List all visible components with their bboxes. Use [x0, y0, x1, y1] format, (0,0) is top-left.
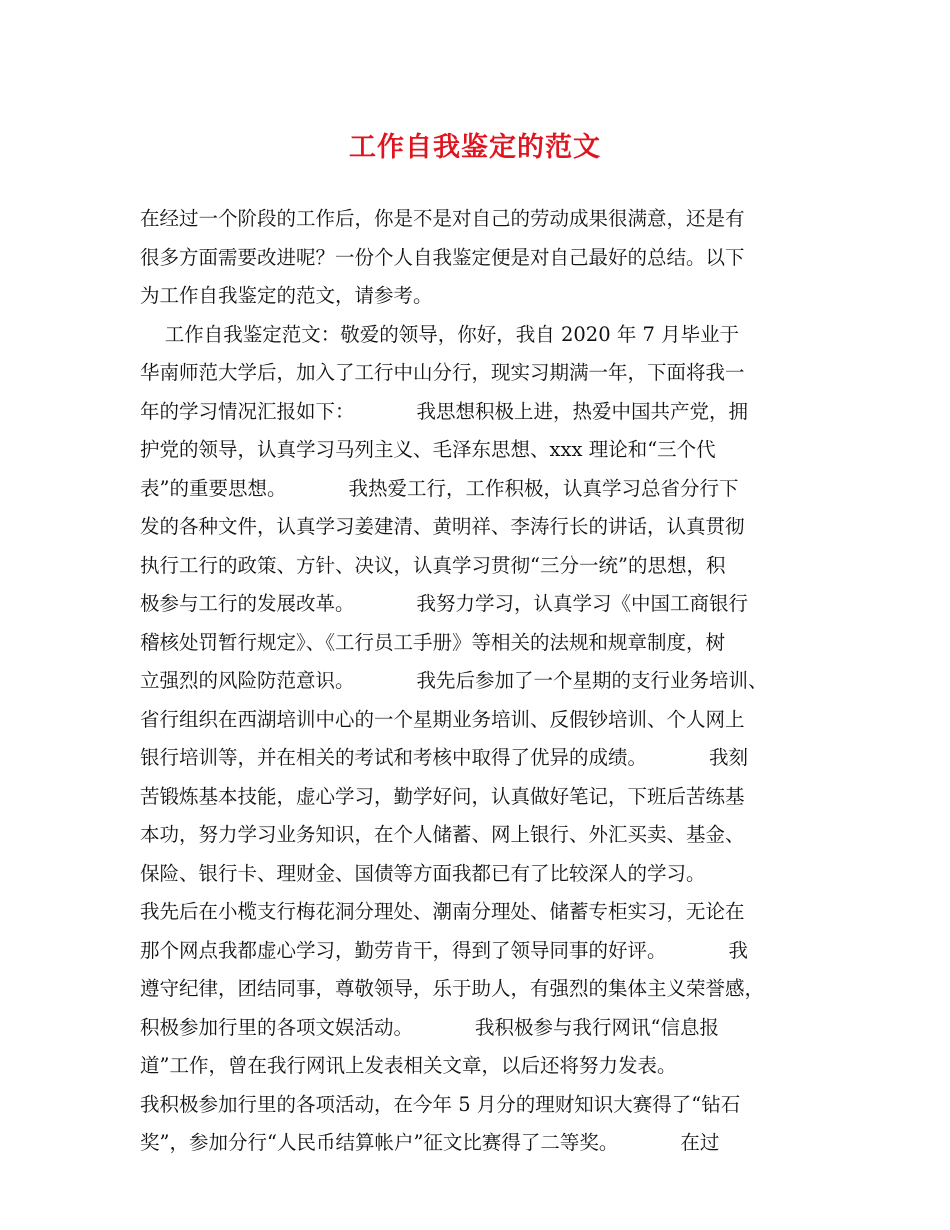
body-line: 苦锻炼基本技能，虚心学习，勤学好问，认真做好笔记，下班后苦练基: [140, 784, 745, 808]
body-line: 执行工行的政策、方针、决议，认真学习贯彻“三分一统”的思想，积: [140, 553, 726, 577]
body-line: 年的学习情况汇报如下： 我思想积极上进，热爱中国共产党，拥: [140, 399, 748, 423]
body-line: 发的各种文件，认真学习姜建清、黄明祥、李涛行长的讲话，认真贯彻: [140, 515, 745, 538]
body-line: 保险、银行卡、理财金、国债等方面我都已有了比较深人的学习。: [140, 861, 706, 885]
document-body: [140, 200, 820, 1163]
document-title: 工作自我鉴定的范文: [349, 132, 601, 163]
body-line: 我积极参加行里的各项活动，在今年 5 月分的理财知识大赛得了“钻石: [140, 1092, 741, 1116]
body-line: 立强烈的风险防范意识。 我先后参加了一个星期的支行业务培训、: [140, 669, 768, 692]
body-line: 很多方面需要改进呢？一份个人自我鉴定便是对自己最好的总结。以下: [140, 245, 745, 269]
body-line: 省行组织在西湖培训中心的一个星期业务培训、反假钞培训、个人网上: [140, 707, 745, 731]
body-line: 银行培训等，并在相关的考试和考核中取得了优异的成绩。 我刻: [140, 746, 748, 769]
body-line: 护党的领导，认真学习马列主义、毛泽东思想、xxx 理论和“三个代: [140, 438, 716, 461]
body-line: 表”的重要思想。 我热爱工行，工作积极，认真学习总省分行下: [140, 476, 739, 500]
body-line: 我先后在小榄支行梅花洞分理处、潮南分理处、储蓄专柜实习，无论在: [140, 900, 745, 923]
body-line: 道”工作，曾在我行网讯上发表相关文章，以后还将努力发表。: [140, 1054, 677, 1077]
body-line: 本功，努力学习业务知识，在个人储蓄、网上银行、外汇买卖、基金、: [140, 823, 745, 846]
body-line: 那个网点我都虚心学习，勤劳肯干，得到了领导同事的好评。 我: [140, 938, 748, 962]
body-line: 华南师范大学后，加入了工行中山分行，现实习期满一年，下面将我一: [140, 361, 745, 384]
body-line: 工作自我鉴定范文：敬爱的领导，你好，我自 2020 年 7 月毕业于: [140, 322, 740, 346]
body-line: 为工作自我鉴定的范文，请参考。: [140, 284, 433, 307]
body-line: 遵守纪律，团结同事，尊敬领导，乐于助人，有强烈的集体主义荣誉感，: [140, 977, 765, 1000]
body-line: 稽核处罚暂行规定》、《工行员工手册》等相关的法规和规章制度，树: [140, 630, 726, 654]
body-line: 积极参加行里的各项文娱活动。 我积极参与我行网讯“信息报: [140, 1015, 719, 1039]
body-line: 在经过一个阶段的工作后，你是不是对自己的劳动成果很满意，还是有: [140, 207, 745, 230]
body-line: 奖”，参加分行“人民币结算帐户”征文比赛得了二等奖。 在过: [140, 1131, 720, 1154]
body-line: 极参与工行的发展改革。 我努力学习，认真学习《中国工商银行: [140, 592, 748, 615]
